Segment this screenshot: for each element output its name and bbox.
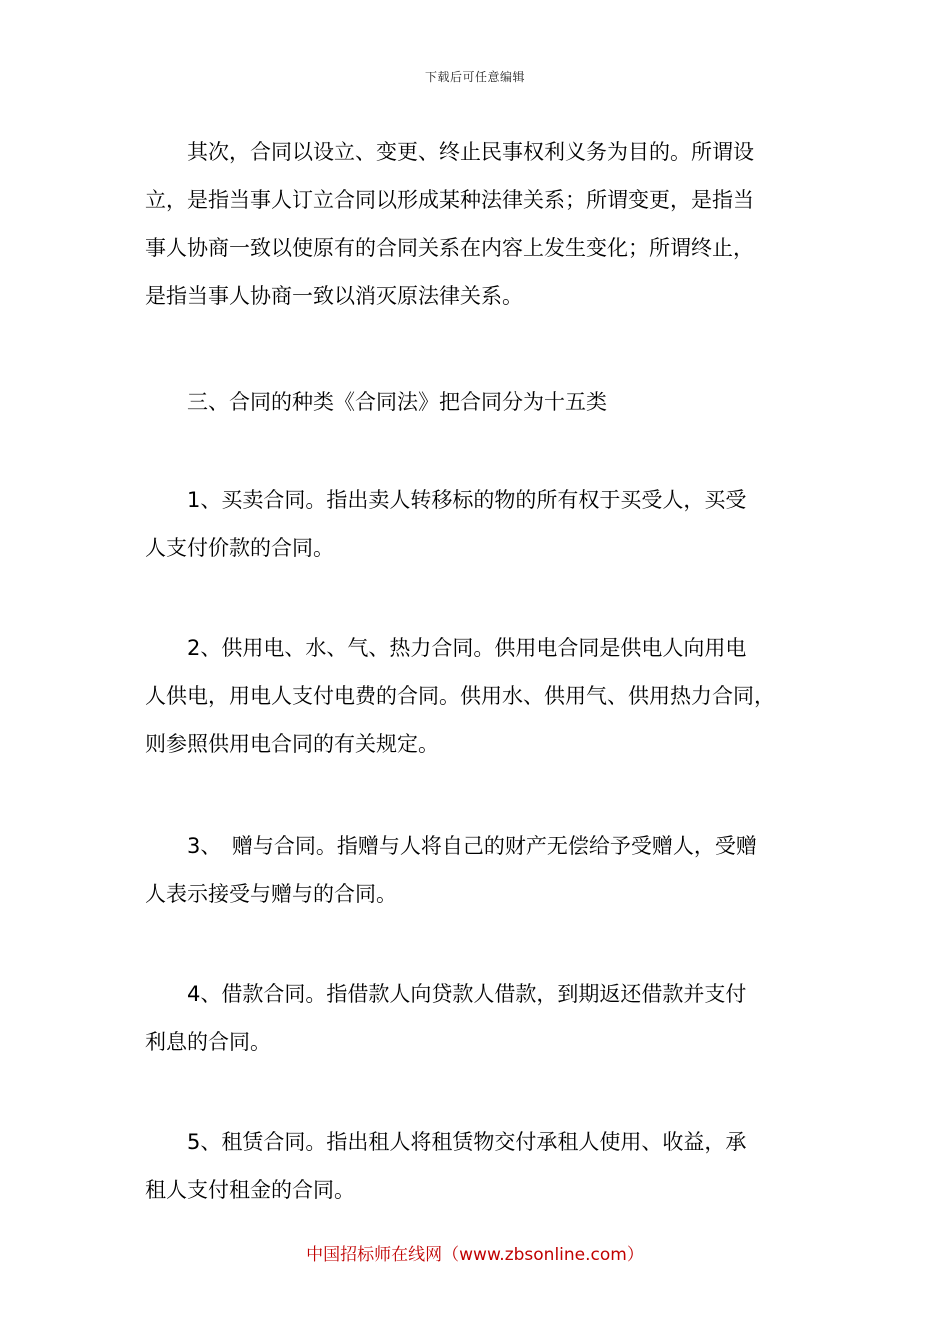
text-line: 事人协商一致以使原有的合同关系在内容上发生变化；所谓终止， bbox=[145, 236, 754, 260]
text-line: 人供电，用电人支付电费的合同。供用水、供用气、供用热力合同， bbox=[145, 684, 775, 708]
text-line: 3、 赠与合同。指赠与人将自己的财产无偿给予受赠人，受赠 bbox=[145, 834, 757, 858]
section-heading bbox=[145, 378, 815, 426]
text-line: 立，是指当事人订立合同以形成某种法律关系；所谓变更，是指当 bbox=[145, 188, 754, 212]
text-line: 5、租赁合同。指出租人将租赁物交付承租人使用、收益，承 bbox=[145, 1130, 747, 1154]
text-line: 三、合同的种类《合同法》把合同分为十五类 bbox=[145, 390, 607, 414]
site-footer-link[interactable]: 中国招标师在线网（www.zbsonline.com） bbox=[306, 1245, 644, 1265]
paragraph-item-4 bbox=[145, 970, 815, 1066]
paragraph-item-3 bbox=[145, 822, 815, 918]
paragraph-item-1 bbox=[145, 476, 815, 572]
text-line: 则参照供用电合同的有关规定。 bbox=[145, 732, 439, 756]
paragraph-item-5 bbox=[145, 1118, 815, 1214]
text-line: 利息的合同。 bbox=[145, 1030, 271, 1054]
text-line: 1、买卖合同。指出卖人转移标的物的所有权于买受人，买受 bbox=[145, 488, 747, 512]
paragraph-intro bbox=[145, 128, 815, 320]
paragraph-item-2 bbox=[145, 624, 815, 768]
text-line: 是指当事人协商一致以消灭原法律关系。 bbox=[145, 284, 523, 308]
text-line: 4、借款合同。指借款人向贷款人借款，到期返还借款并支付 bbox=[145, 982, 747, 1006]
text-line: 人支付价款的合同。 bbox=[145, 536, 334, 560]
text-line: 其次，合同以设立、变更、终止民事权利义务为目的。所谓设 bbox=[145, 140, 754, 164]
text-line: 租人支付租金的合同。 bbox=[145, 1178, 355, 1202]
page-header: 下载后可任意编辑 bbox=[424, 70, 525, 84]
text-line: 2、供用电、水、气、热力合同。供用电合同是供电人向用电 bbox=[145, 636, 747, 660]
text-line: 人表示接受与赠与的合同。 bbox=[145, 882, 397, 906]
